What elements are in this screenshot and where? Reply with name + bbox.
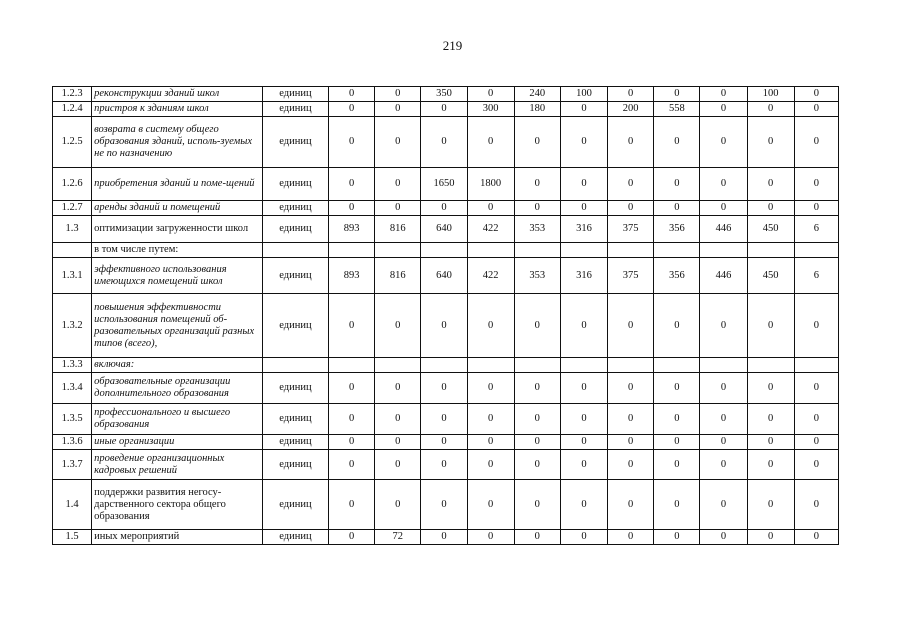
table-row [53,404,839,435]
row-value: 0 [329,168,375,201]
row-value: 446 [700,216,747,243]
row-value: 0 [421,201,467,216]
table-row [53,102,839,117]
table-row [53,201,839,216]
row-value: 0 [560,294,607,358]
table-row [53,216,839,243]
row-code: 1.3.4 [53,373,92,404]
row-value: 0 [654,530,700,545]
table-row [53,358,839,373]
row-code: 1.3.2 [53,294,92,358]
row-value [467,243,514,258]
row-value: 316 [560,258,607,294]
row-unit: единиц [262,117,328,168]
row-value: 0 [794,102,838,117]
row-value: 640 [421,216,467,243]
row-value: 0 [467,87,514,102]
row-unit: единиц [262,258,328,294]
row-value: 0 [514,294,560,358]
row-value: 893 [329,258,375,294]
row-unit: единиц [262,294,328,358]
row-value: 0 [654,450,700,480]
row-value: 0 [794,294,838,358]
row-value: 0 [794,404,838,435]
row-value: 0 [467,294,514,358]
row-value: 0 [700,450,747,480]
row-code: 1.2.4 [53,102,92,117]
row-value: 0 [467,201,514,216]
page-number: 219 [442,38,463,53]
row-value: 0 [747,294,794,358]
row-value [560,243,607,258]
row-value: 0 [560,435,607,450]
row-value: 0 [329,117,375,168]
row-code: 1.2.5 [53,117,92,168]
row-value [700,243,747,258]
row-value: 0 [514,530,560,545]
row-description: в том числе путем: [92,243,263,258]
row-description: поддержки развития негосу-дарственного сектора общего образования [92,480,263,530]
row-value [608,358,654,373]
row-value: 0 [421,480,467,530]
row-value: 0 [375,435,421,450]
row-description: оптимизации загруженности школ [92,216,263,243]
row-value: 0 [514,435,560,450]
row-value: 450 [747,216,794,243]
row-value: 0 [514,168,560,201]
row-value: 0 [560,201,607,216]
row-value: 0 [700,530,747,545]
row-code: 1.3.6 [53,435,92,450]
row-value: 0 [794,450,838,480]
row-value: 0 [654,168,700,201]
row-value [654,243,700,258]
row-code: 1.3.3 [53,358,92,373]
row-value [467,358,514,373]
table-row [53,435,839,450]
row-code: 1.2.3 [53,87,92,102]
row-value: 0 [608,117,654,168]
row-value [700,358,747,373]
row-value: 0 [608,450,654,480]
table-row [53,168,839,201]
row-value: 0 [375,201,421,216]
row-code: 1.2.7 [53,201,92,216]
row-value: 353 [514,258,560,294]
row-value: 0 [421,530,467,545]
row-value: 0 [467,480,514,530]
row-value: 0 [794,373,838,404]
row-value: 0 [375,404,421,435]
row-value: 0 [794,480,838,530]
row-value: 0 [794,530,838,545]
row-value: 0 [560,450,607,480]
row-description: иных мероприятий [92,530,263,545]
row-value: 0 [329,294,375,358]
row-value: 316 [560,216,607,243]
row-value [794,358,838,373]
row-value [514,358,560,373]
row-unit [262,358,328,373]
row-unit: единиц [262,168,328,201]
row-value: 0 [329,201,375,216]
row-value: 0 [700,373,747,404]
row-description: возврата в систему общего образования зданий, исполь-зуемых не по назначению [92,117,263,168]
row-description: приобретения зданий и поме-щений [92,168,263,201]
row-value [421,243,467,258]
row-value [375,358,421,373]
row-value: 0 [608,480,654,530]
row-value: 0 [375,373,421,404]
table-row [53,480,839,530]
row-value: 300 [467,102,514,117]
row-value: 0 [514,201,560,216]
row-value: 0 [608,294,654,358]
row-value: 0 [329,480,375,530]
row-description: проведение организационных кадровых решений [92,450,263,480]
row-value: 0 [375,450,421,480]
row-description: включая: [92,358,263,373]
row-value: 0 [700,435,747,450]
row-value [794,243,838,258]
row-value: 0 [560,373,607,404]
table-row [53,258,839,294]
row-value: 0 [747,530,794,545]
row-unit: единиц [262,102,328,117]
row-value: 0 [375,168,421,201]
row-value: 0 [794,117,838,168]
table-row [53,243,839,258]
row-value: 0 [654,87,700,102]
row-value: 0 [654,404,700,435]
row-value [375,243,421,258]
row-description: эффективного использования имеющихся помещений школ [92,258,263,294]
row-value: 0 [421,373,467,404]
row-value: 0 [329,450,375,480]
row-value: 0 [794,435,838,450]
table-row [53,450,839,480]
row-value: 0 [654,435,700,450]
row-value: 0 [514,480,560,530]
row-unit: единиц [262,404,328,435]
data-table [52,86,839,545]
row-unit: единиц [262,216,328,243]
row-value: 816 [375,216,421,243]
row-value: 1650 [421,168,467,201]
row-value: 893 [329,216,375,243]
row-value: 0 [794,87,838,102]
row-value: 0 [375,294,421,358]
row-value: 0 [375,480,421,530]
row-value: 0 [608,87,654,102]
row-value: 0 [608,201,654,216]
row-value [329,243,375,258]
row-value: 0 [375,117,421,168]
row-description: реконструкции зданий школ [92,87,263,102]
row-unit [262,243,328,258]
row-value: 0 [421,294,467,358]
table-row [53,294,839,358]
row-value [747,243,794,258]
row-value: 422 [467,216,514,243]
row-value: 0 [467,373,514,404]
row-code: 1.5 [53,530,92,545]
row-value: 0 [421,404,467,435]
row-value: 558 [654,102,700,117]
row-value: 0 [700,201,747,216]
row-value [747,358,794,373]
row-value: 0 [329,530,375,545]
row-value: 0 [560,117,607,168]
row-value: 375 [608,216,654,243]
row-value: 240 [514,87,560,102]
row-value: 0 [747,373,794,404]
row-value: 0 [700,404,747,435]
row-code [53,243,92,258]
row-value: 0 [747,102,794,117]
row-value: 180 [514,102,560,117]
row-value: 0 [329,435,375,450]
row-description: образовательные организации дополнительного образования [92,373,263,404]
row-value: 450 [747,258,794,294]
row-description: иные организации [92,435,263,450]
row-value: 0 [794,201,838,216]
table-row [53,530,839,545]
row-value: 0 [467,435,514,450]
row-value: 0 [514,404,560,435]
row-value: 0 [329,102,375,117]
row-value: 100 [747,87,794,102]
row-value: 0 [375,102,421,117]
row-value: 200 [608,102,654,117]
row-value: 0 [654,480,700,530]
row-value: 0 [608,404,654,435]
row-value: 0 [654,117,700,168]
row-value: 0 [608,530,654,545]
row-value [421,358,467,373]
row-value: 640 [421,258,467,294]
row-description: повышения эффективности использования помещений об-разовательных организаций разных типов (всего), [92,294,263,358]
row-value: 353 [514,216,560,243]
row-unit: единиц [262,480,328,530]
row-value: 6 [794,258,838,294]
row-value: 0 [421,102,467,117]
row-value [329,358,375,373]
row-value: 356 [654,258,700,294]
row-value: 446 [700,258,747,294]
row-value: 0 [421,117,467,168]
row-value: 0 [560,480,607,530]
row-value: 100 [560,87,607,102]
row-value: 0 [421,450,467,480]
row-value: 0 [467,117,514,168]
row-value: 0 [514,373,560,404]
row-description: аренды зданий и помещений [92,201,263,216]
row-value: 0 [329,404,375,435]
row-value: 0 [747,117,794,168]
row-value: 0 [747,168,794,201]
row-unit: единиц [262,450,328,480]
row-value: 0 [700,87,747,102]
row-value: 0 [700,168,747,201]
row-value: 0 [560,404,607,435]
row-value [560,358,607,373]
row-value: 72 [375,530,421,545]
row-value: 356 [654,216,700,243]
row-value: 0 [375,87,421,102]
row-unit: единиц [262,87,328,102]
row-value: 0 [700,480,747,530]
row-value: 0 [700,102,747,117]
row-value: 0 [654,201,700,216]
row-unit: единиц [262,373,328,404]
row-unit: единиц [262,530,328,545]
row-value: 0 [654,373,700,404]
row-value: 0 [747,201,794,216]
row-value: 0 [329,373,375,404]
row-value: 0 [654,294,700,358]
row-description: профессионального и высшего образования [92,404,263,435]
table-row [53,373,839,404]
row-unit: единиц [262,435,328,450]
row-value [608,243,654,258]
row-value: 0 [700,117,747,168]
row-code: 1.3.1 [53,258,92,294]
row-value: 1800 [467,168,514,201]
row-value: 6 [794,216,838,243]
row-value: 0 [747,480,794,530]
row-value: 0 [467,450,514,480]
row-value [514,243,560,258]
row-value: 350 [421,87,467,102]
row-code: 1.4 [53,480,92,530]
row-code: 1.2.6 [53,168,92,201]
row-value: 0 [747,450,794,480]
row-value: 0 [608,373,654,404]
row-value: 0 [560,530,607,545]
row-value: 0 [794,168,838,201]
row-code: 1.3 [53,216,92,243]
row-value: 0 [747,435,794,450]
row-value: 816 [375,258,421,294]
table-row [53,117,839,168]
row-value: 0 [467,530,514,545]
row-value: 422 [467,258,514,294]
row-value: 0 [467,404,514,435]
row-value [654,358,700,373]
row-value: 375 [608,258,654,294]
row-value: 0 [514,117,560,168]
row-code: 1.3.5 [53,404,92,435]
row-value: 0 [747,404,794,435]
table-body [53,87,839,545]
row-value: 0 [700,294,747,358]
row-code: 1.3.7 [53,450,92,480]
row-value: 0 [514,450,560,480]
row-value: 0 [421,435,467,450]
table-row [53,87,839,102]
row-value: 0 [329,87,375,102]
row-value: 0 [608,168,654,201]
row-value: 0 [608,435,654,450]
row-value: 0 [560,102,607,117]
row-description: пристроя к зданиям школ [92,102,263,117]
row-unit: единиц [262,201,328,216]
row-value: 0 [560,168,607,201]
